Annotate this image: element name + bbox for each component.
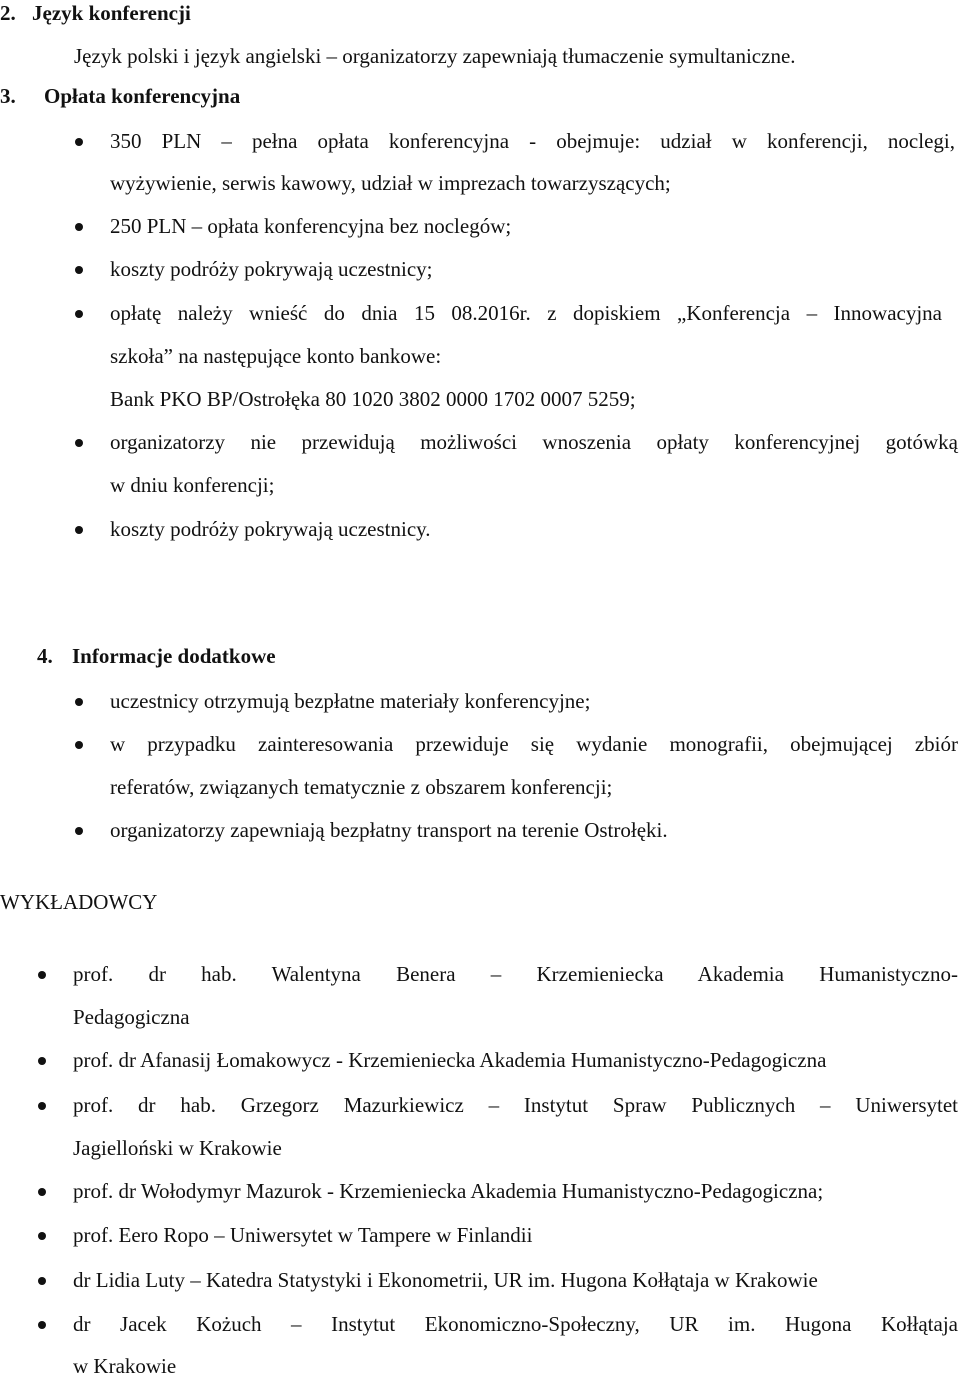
section-3-number: 3.: [0, 84, 16, 108]
bullet-icon: [75, 266, 83, 274]
bullet-icon: [75, 827, 83, 835]
info-item-transport: organizatorzy zapewniają bezpłatny transport na terenie Ostrołęki.: [110, 818, 668, 842]
fee-item-deadline-line2: szkoła” na następujące konto bankowe:: [110, 344, 442, 368]
fee-item-travel: koszty podróży pokrywają uczestnicy;: [110, 257, 433, 281]
lecturer-1-line1: prof. dr hab. Walentyna Benera – Krzemieniecka Akademia Humanistyczno-: [73, 962, 958, 986]
bullet-icon: [38, 971, 46, 979]
fee-item-travel-2: koszty podróży pokrywają uczestnicy.: [110, 517, 431, 541]
lecturer-3-line2: Jagielloński w Krakowie: [73, 1136, 282, 1160]
info-item-monograph-line2: referatów, związanych tematycznie z obszarem konferencji;: [110, 775, 613, 799]
section-4-number: 4.: [37, 644, 53, 668]
section-2-text: Język polski i język angielski – organizatorzy zapewniają tłumaczenie symultaniczne.: [74, 44, 796, 68]
fee-item-cash-line1: organizatorzy nie przewidują możliwości wnoszenia opłaty konferencyjnej gotówką: [110, 430, 958, 454]
lecturer-1-line2: Pedagogiczna: [73, 1005, 190, 1029]
section-3-title: Opłata konferencyjna: [44, 84, 241, 108]
fee-item-deadline-line1: opłatę należy wnieść do dnia 15 08.2016r. z dopiskiem „Konferencja – Innowacyjna: [110, 301, 942, 325]
lecturer-2: prof. dr Afanasij Łomakowycz - Krzemieniecka Akademia Humanistyczno-Pedagogiczna: [73, 1048, 827, 1072]
info-item-monograph-line1: w przypadku zainteresowania przewiduje się wydanie monografii, obejmującej zbiór: [110, 732, 958, 756]
bullet-icon: [38, 1188, 46, 1196]
lecturer-7-line1: dr Jacek Kożuch – Instytut Ekonomiczno-Społeczny, UR im. Hugona Kołłątaja: [73, 1312, 958, 1336]
bullet-icon: [75, 439, 83, 447]
lecturer-4: prof. dr Wołodymyr Mazurok - Krzemieniecka Akademia Humanistyczno-Pedagogiczna;: [73, 1179, 824, 1203]
info-item-materials: uczestnicy otrzymują bezpłatne materiały konferencyjne;: [110, 689, 591, 713]
bullet-icon: [75, 223, 83, 231]
bullet-icon: [75, 741, 83, 749]
bullet-icon: [75, 698, 83, 706]
lecturer-7-line2: w Krakowie: [73, 1354, 177, 1378]
bullet-icon: [38, 1277, 46, 1285]
fee-item-full-line2: wyżywienie, serwis kawowy, udział w imprezach towarzyszących;: [110, 171, 671, 195]
section-4-title: Informacje dodatkowe: [72, 644, 276, 668]
lecturer-3-line1: prof. dr hab. Grzegorz Mazurkiewicz – Instytut Spraw Publicznych – Uniwersytet: [73, 1093, 958, 1117]
bullet-icon: [75, 138, 83, 146]
bullet-icon: [38, 1057, 46, 1065]
section-2-title: Język konferencji: [32, 1, 191, 25]
section-2-number: 2.: [0, 1, 16, 25]
fee-item-full-line1: 350 PLN – pełna opłata konferencyjna - obejmuje: udział w konferencji, noclegi,: [110, 129, 955, 153]
lecturers-heading: WYKŁADOWCY: [0, 890, 158, 914]
bullet-icon: [38, 1321, 46, 1329]
lecturer-6: dr Lidia Luty – Katedra Statystyki i Ekonometrii, UR im. Hugona Kołłątaja w Krakowie: [73, 1268, 818, 1292]
lecturer-5: prof. Eero Ropo – Uniwersytet w Tampere w Finlandii: [73, 1223, 533, 1247]
bank-account: Bank PKO BP/Ostrołęka 80 1020 3802 0000 1702 0007 5259;: [110, 387, 636, 411]
fee-item-cash-line2: w dniu konferencji;: [110, 473, 275, 497]
bullet-icon: [75, 526, 83, 534]
fee-item-no-lodging: 250 PLN – opłata konferencyjna bez noclegów;: [110, 214, 512, 238]
bullet-icon: [75, 310, 83, 318]
bullet-icon: [38, 1102, 46, 1110]
bullet-icon: [38, 1232, 46, 1240]
